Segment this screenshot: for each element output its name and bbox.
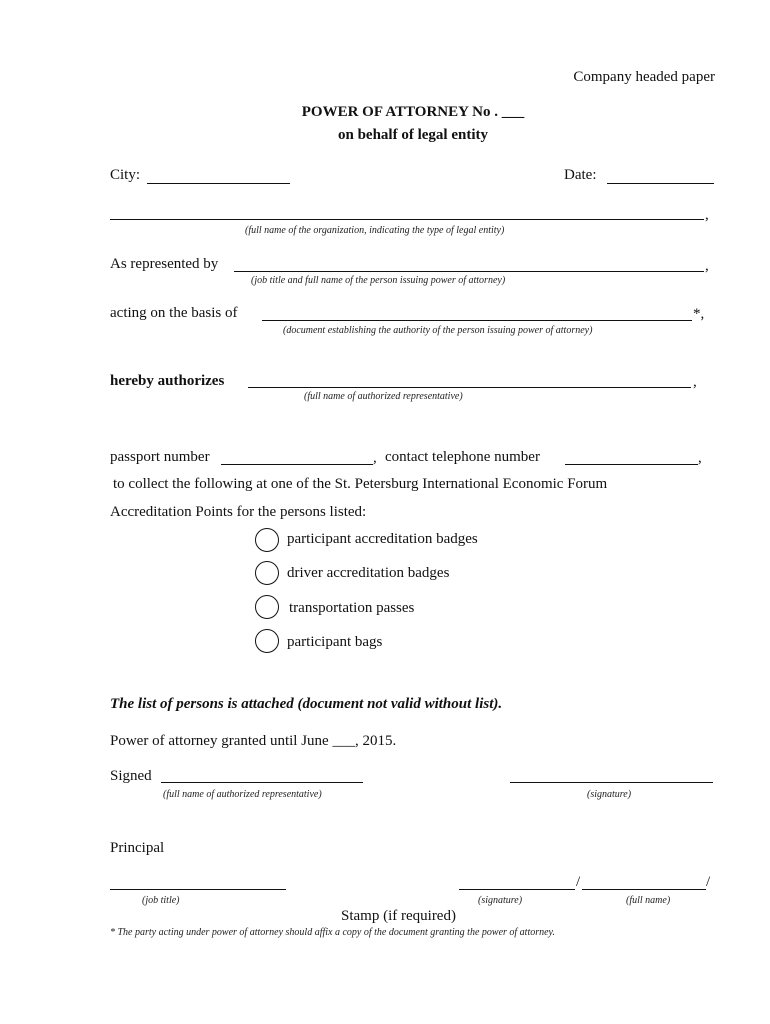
represented-by-hint: (job title and full name of the person issuing power of attorney) (251, 275, 506, 286)
city-label: City: (110, 167, 141, 183)
signed-name-hint: (full name of authorized representative) (163, 789, 322, 800)
option-label-participant-badges: participant accreditation badges (287, 531, 478, 547)
represented-by-label: As represented by (110, 256, 219, 272)
signed-name-field[interactable] (161, 782, 363, 783)
phone-field[interactable] (565, 464, 698, 465)
date-field[interactable] (607, 183, 714, 184)
principal-name-hint: (full name) (626, 895, 671, 906)
radio-participant-bags[interactable] (255, 629, 279, 653)
signed-signature-field[interactable] (510, 782, 713, 783)
principal-job-field[interactable] (110, 889, 286, 890)
organization-hint: (full name of the organization, indicating the type of legal entity) (245, 225, 505, 236)
passport-label: passport number (110, 449, 210, 465)
authorizes-field[interactable] (248, 387, 691, 388)
footnote: * The party acting under power of attorney should affix a copy of the document granting the power of attorney. (110, 927, 555, 938)
date-label: Date: (564, 167, 597, 183)
document-subtitle: on behalf of legal entity (338, 127, 488, 143)
organization-field[interactable] (110, 219, 704, 220)
authorizes-label: hereby authorizes (110, 373, 225, 389)
principal-label: Principal (110, 840, 165, 856)
signed-signature-hint: (signature) (587, 789, 632, 800)
basis-field[interactable] (262, 320, 692, 321)
authorizes-comma: , (693, 374, 697, 390)
option-label-driver-badges: driver accreditation badges (287, 565, 450, 581)
radio-participant-badges[interactable] (255, 528, 279, 552)
city-field[interactable] (147, 183, 290, 184)
granted-until: Power of attorney granted until June ___, 2015. (110, 733, 397, 749)
represented-by-field[interactable] (234, 271, 704, 272)
collect-line-1: to collect the following at one of the St. Petersburg International Economic Forum (113, 476, 608, 492)
stamp-label: Stamp (if required) (341, 908, 456, 924)
basis-suffix: *, (693, 306, 705, 322)
option-label-participant-bags: participant bags (287, 634, 383, 650)
list-note: The list of persons is attached (document not valid without list). (110, 696, 503, 712)
document-title: POWER OF ATTORNEY No . ___ (301, 104, 525, 120)
principal-signature-field[interactable] (459, 889, 575, 890)
represented-by-comma: , (705, 258, 709, 274)
authorizes-hint: (full name of authorized representative) (304, 391, 463, 402)
passport-comma: , (373, 450, 377, 466)
signed-label: Signed (110, 768, 152, 784)
phone-comma: , (698, 450, 702, 466)
phone-label: contact telephone number (385, 449, 540, 465)
principal-slash-2: / (706, 874, 711, 890)
principal-signature-hint: (signature) (478, 895, 523, 906)
collect-line-2: Accreditation Points for the persons listed: (110, 504, 367, 520)
company-headed-paper: Company headed paper (573, 69, 715, 85)
organization-comma: , (705, 207, 709, 223)
basis-label: acting on the basis of (110, 305, 238, 321)
option-label-transportation-passes: transportation passes (289, 600, 415, 616)
principal-slash-1: / (576, 874, 581, 890)
radio-transportation-passes[interactable] (255, 595, 279, 619)
principal-job-hint: (job title) (142, 895, 180, 906)
basis-hint: (document establishing the authority of the person issuing power of attorney) (283, 325, 593, 336)
principal-name-field[interactable] (582, 889, 706, 890)
radio-driver-badges[interactable] (255, 561, 279, 585)
passport-field[interactable] (221, 464, 373, 465)
